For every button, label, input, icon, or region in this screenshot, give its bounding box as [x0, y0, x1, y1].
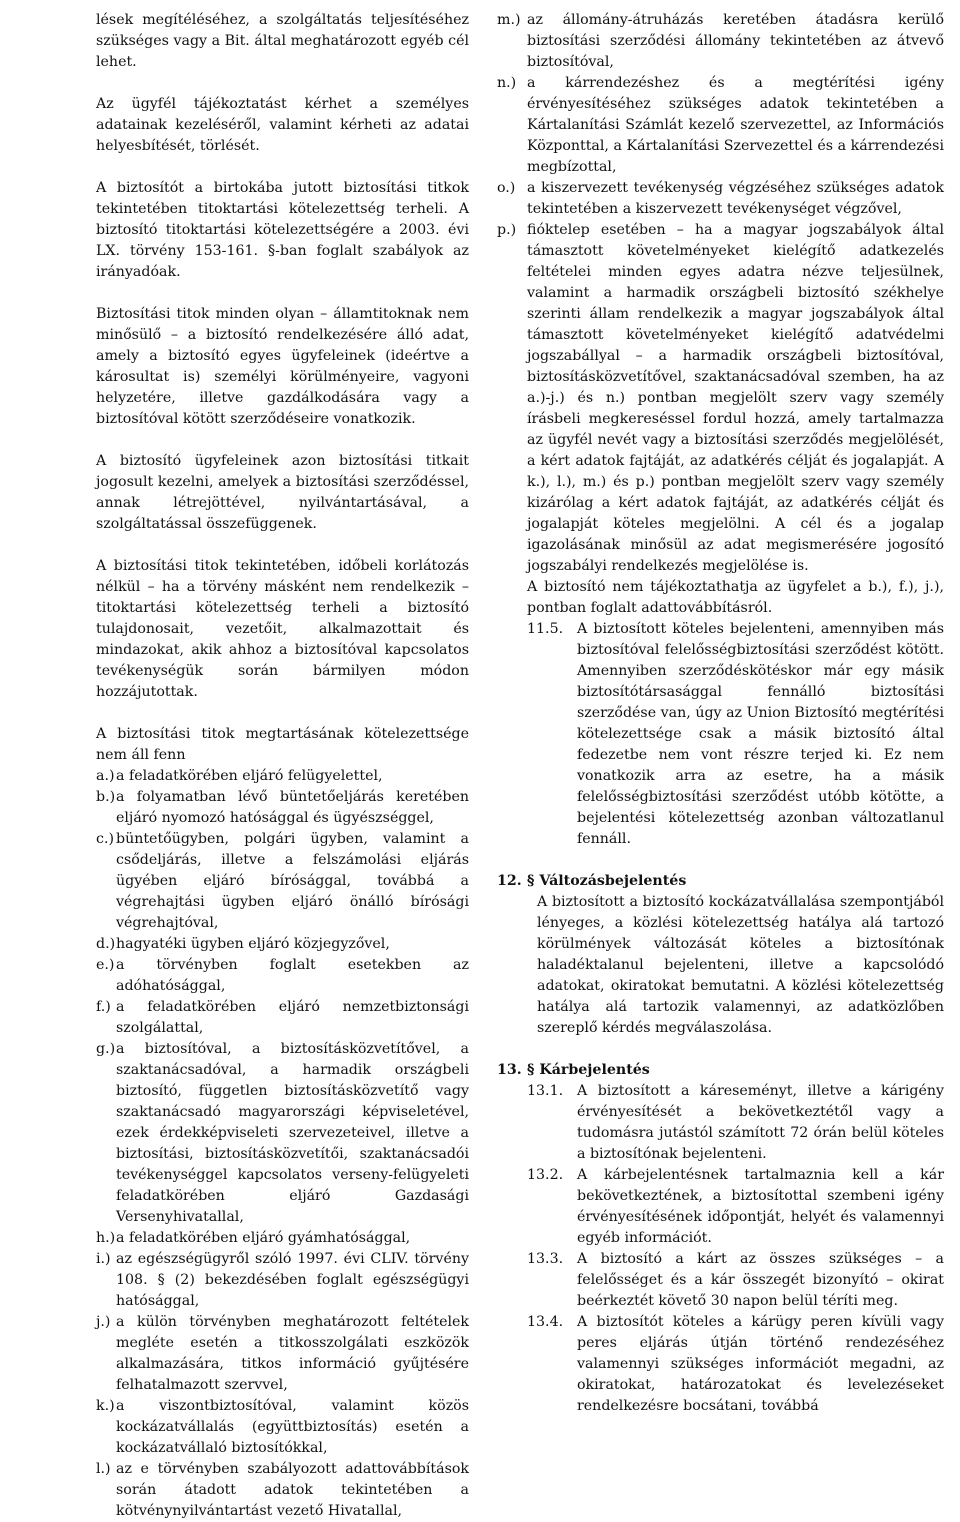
item-label: i.)	[96, 1251, 111, 1267]
paragraph: Biztosítási titok minden olyan – államtitoknak nem minősülő – a biztosító rendelkezésére álló adat, amely a biztosító egyes ügyfeleinek (ideértve a károsultat is) személyi körülményeire, vagyoni helyzetére, illetve gazdálkodására vagy a biztosítóval kötött szerződéseire vonatkozik.	[96, 306, 469, 427]
item-label: m.)	[497, 12, 521, 28]
section-number: 12.	[497, 873, 522, 889]
point-13-3	[497, 1249, 944, 1312]
item-label: c.)	[96, 831, 114, 847]
list-item	[96, 787, 469, 829]
point-label: 13.4.	[527, 1314, 564, 1330]
item-text: a kárrendezéshez és a megtérítési igény érvényesítéséhez szükséges adatok tekintetében a Kártalanítási Számlát kezelő szervezettel, az Információs Központtal, a Kártalanítási Szervezettel és a kárrendezési megbízottal,	[527, 75, 944, 175]
item-label: n.)	[497, 75, 517, 91]
item-text: az állomány-átruházás keretében átadásra kerülő biztosítási szerződési állomány tekintetében az átvevő biztosítóval,	[527, 12, 944, 70]
point-text: A biztosító a kárt az összes szükséges – a felelősséget és a kár összegét bizonyító – okirat beérkeztét követő 30 napon belül téríti meg.	[577, 1251, 944, 1309]
point-11-5	[497, 619, 944, 850]
list-item	[96, 766, 469, 787]
paragraph: Az ügyfél tájékoztatást kérhet a személyes adatainak kezeléséről, valamint kérheti az adatai helyesbítését, törlését.	[96, 96, 469, 154]
item-text: a kiszervezett tevékenység végzéséhez szükséges adatok tekintetében a kiszervezett tevékenységet végzővel,	[527, 180, 944, 217]
list-item	[96, 934, 469, 955]
item-text: az e törvényben szabályozott adattovábbítások során átadott adatok tekintetében a kötvénynyilvántartást vezető Hivatallal,	[116, 1461, 469, 1519]
list-item	[96, 1312, 469, 1396]
point-text: A biztosított a káreseményt, illetve a kárigény érvényesítését a bekövetkeztétől vagy a tudomásra jutástól számított 72 órán belül köteles a biztosítónak bejelenteni.	[577, 1083, 944, 1162]
item-label: j.)	[96, 1314, 111, 1330]
point-13-2	[497, 1165, 944, 1249]
list-intro: A biztosítási titok megtartásának kötelezettsége nem áll fenn	[96, 726, 469, 763]
item-label: p.)	[497, 222, 517, 238]
list-item	[96, 829, 469, 934]
item-text: fióktelep esetében – ha a magyar jogszabályok által támasztott követelményeket kielégítő adatkezelés feltételei minden egyes adatra nézve teljesülnek, valamint a harmadik országbeli biztosító székhelye szerinti állam rendelkezik a magyar jogszabályok által támasztott követelményeket kielégítő adatvédelmi jogszabállyal – a harmadik országbeli biztosítóval, biztosításközvetítővel, szaktanácsadóval szemben, ha az a.)-j.) és n.) pontban megjelölt szerv vagy személy írásbeli megkereséssel fordul hozzá, amely tartalmazza az ügyfél nevét vagy a biztosítási szerződés megjelölését, a kért adatok fajtáját, az adatkérés célját és jogalapját. A k.), l.), m.) és p.) pontban megjelölt szerv vagy személy kizárólag a kért adatok fajtáját, az adatkérés célját és jogalapját köteles megjelölni. A cél és a jogalap igazolásának minősül az adat megismerésére jogosító jogszabályi rendelkezés megjelölése is.	[527, 222, 944, 574]
item-text: a feladatkörében eljáró felügyelettel,	[116, 768, 383, 784]
item-text: a törvényben foglalt esetekben az adóhatósággal,	[116, 957, 469, 994]
item-label: d.)	[96, 936, 116, 952]
section-12-heading	[497, 871, 944, 892]
paragraph: A biztosítási titok tekintetében, időbeli korlátozás nélkül – ha a törvény másként nem rendelkezik – titoktartási kötelezettség terheli a biztosító tulajdonosait, vezetőit, alkalmazottait és mindazokat, akik ahhoz a biztosítóval kapcsolatos tevékenységük során bármilyen módon hozzájutottak.	[96, 558, 469, 700]
item-label: f.)	[96, 999, 111, 1015]
paragraph: A biztosítót a birtokába jutott biztosítási titkok tekintetében titoktartási kötelezettség terheli. A biztosító titoktartási kötelezettségére a 2003. évi LX. törvény 153-161. §-ban foglalt szabályok az irányadóak.	[96, 180, 469, 280]
section-title: § Változásbejelentés	[527, 873, 687, 889]
item-text: hagyatéki ügyben eljáró közjegyzővel,	[116, 936, 390, 952]
item-label: l.)	[96, 1461, 111, 1477]
item-label: e.)	[96, 957, 115, 973]
item-text: az egészségügyről szóló 1997. évi CLIV. törvény 108. § (2) bekezdésében foglalt egészségügyi hatósággal,	[116, 1251, 469, 1309]
item-label: o.)	[497, 180, 516, 196]
item-label: b.)	[96, 789, 116, 805]
list-item	[96, 997, 469, 1039]
item-text: a folyamatban lévő büntetőeljárás keretében eljáró nyomozó hatósággal és ügyészséggel,	[116, 789, 469, 826]
section-number: 13.	[497, 1062, 522, 1078]
item-text: a feladatkörében eljáró nemzetbiztonsági szolgálattal,	[116, 999, 469, 1036]
point-label: 11.5.	[527, 621, 564, 637]
paragraph: A biztosító ügyfeleinek azon biztosítási titkait jogosult kezelni, amelyek a biztosítási szerződéssel, annak létrejöttével, nyilvántartásával, a szolgáltatással összefüggenek.	[96, 453, 469, 532]
list-item	[96, 955, 469, 997]
list-item	[96, 1228, 469, 1249]
note-paragraph: A biztosító nem tájékoztathatja az ügyfelet a b.), f.), j.), pontban foglalt adattovábbításról.	[527, 579, 944, 616]
point-text: A kárbejelentésnek tartalmaznia kell a kár bekövetkeztének, a biztosítottal szembeni igény érvényesítésének időpontját, helyét és valamennyi egyéb információt.	[577, 1167, 944, 1246]
section-13-heading	[497, 1060, 944, 1081]
point-13-1	[497, 1081, 944, 1165]
item-label: g.)	[96, 1041, 116, 1057]
point-text: A biztosított köteles bejelenteni, amennyiben más biztosítóval felelősségbiztosítási szerződést kötött. Amennyiben szerződéskötéskor már egy másik biztosítótársasággal fennálló biztosítási szerződése van, úgy az Union Biztosító megtérítési kötelezettsége csak a másik biztosító által fedezetbe nem vont részre terjed ki. Ez nem vonatkozik arra az esetre, ha a másik felelősségbiztosítási szerződést utóbb kötötte, a bejelentési kötelezettség azonban változatlanul fennáll.	[577, 621, 944, 847]
list-item	[96, 1039, 469, 1228]
section-title: § Kárbejelentés	[527, 1062, 650, 1078]
list-item	[96, 1249, 469, 1312]
item-text: a külön törvényben meghatározott feltételek megléte esetén a titkosszolgálati eszközök alkalmazására, titkos információ gyűjtésére felhatalmazott szervvel,	[116, 1314, 469, 1393]
list-item	[497, 10, 944, 73]
point-13-4	[497, 1312, 944, 1417]
left-column	[96, 10, 469, 1522]
item-label: k.)	[96, 1398, 115, 1414]
list-item	[96, 1396, 469, 1459]
item-label: h.)	[96, 1230, 116, 1246]
point-text: A biztosítót köteles a kárügy peren kívüli vagy peres eljárás útján történő rendezéséhez valamennyi szükséges információt megadni, az okiratokat, határozatokat és levelezéseket rendelkezésre bocsátani, továbbá	[577, 1314, 944, 1414]
list-item	[497, 220, 944, 577]
list-item	[497, 73, 944, 178]
item-text: büntetőügyben, polgári ügyben, valamint a csődeljárás, illetve a felszámolási eljárás ügyében eljáró bírósággal, továbbá a végrehajtási ügyben eljáró önálló bírósági végrehajtóval,	[116, 831, 469, 931]
paragraph: lések megítéléséhez, a szolgáltatás teljesítéséhez szükséges vagy a Bit. által meghatározott egyéb cél lehet.	[96, 12, 469, 70]
item-text: a biztosítóval, a biztosításközvetítővel, a szaktanácsadóval, a harmadik országbeli biztosító, független biztosításközvetítő vagy szaktanácsadó magyarországi képviseletével, ezek érdekképviseleti szervezeteivel, illetve a biztosítási, biztosításközvetítői, szaktanácsadói tevékenységgel kapcsolatos verseny-felügyeleti feladatkörében eljáró Gazdasági Versenyhivatallal,	[116, 1041, 469, 1225]
item-label: a.)	[96, 768, 115, 784]
point-label: 13.2.	[527, 1167, 564, 1183]
point-label: 13.3.	[527, 1251, 564, 1267]
point-label: 13.1.	[527, 1083, 564, 1099]
item-text: a viszontbiztosítóval, valamint közös kockázatvállalás (együttbiztosítás) esetén a kockázatvállaló biztosítókkal,	[116, 1398, 469, 1456]
section-12-text: A biztosított a biztosító kockázatvállalása szempontjából lényeges, a közlési kötelezettség hatálya alá tartozó körülmények változását köteles a biztosítónak haladéktalanul bejelenteni, illetve a kapcsolódó adatokat, okiratokat bemutatni. A közlési kötelezettség hatálya alá tartozik valamennyi, az adatközlőben szereplő kérdés megválaszolása.	[537, 894, 944, 1036]
list-item	[96, 1459, 469, 1522]
right-column	[497, 10, 944, 1417]
list-item	[497, 178, 944, 220]
item-text: a feladatkörében eljáró gyámhatósággal,	[116, 1230, 411, 1246]
